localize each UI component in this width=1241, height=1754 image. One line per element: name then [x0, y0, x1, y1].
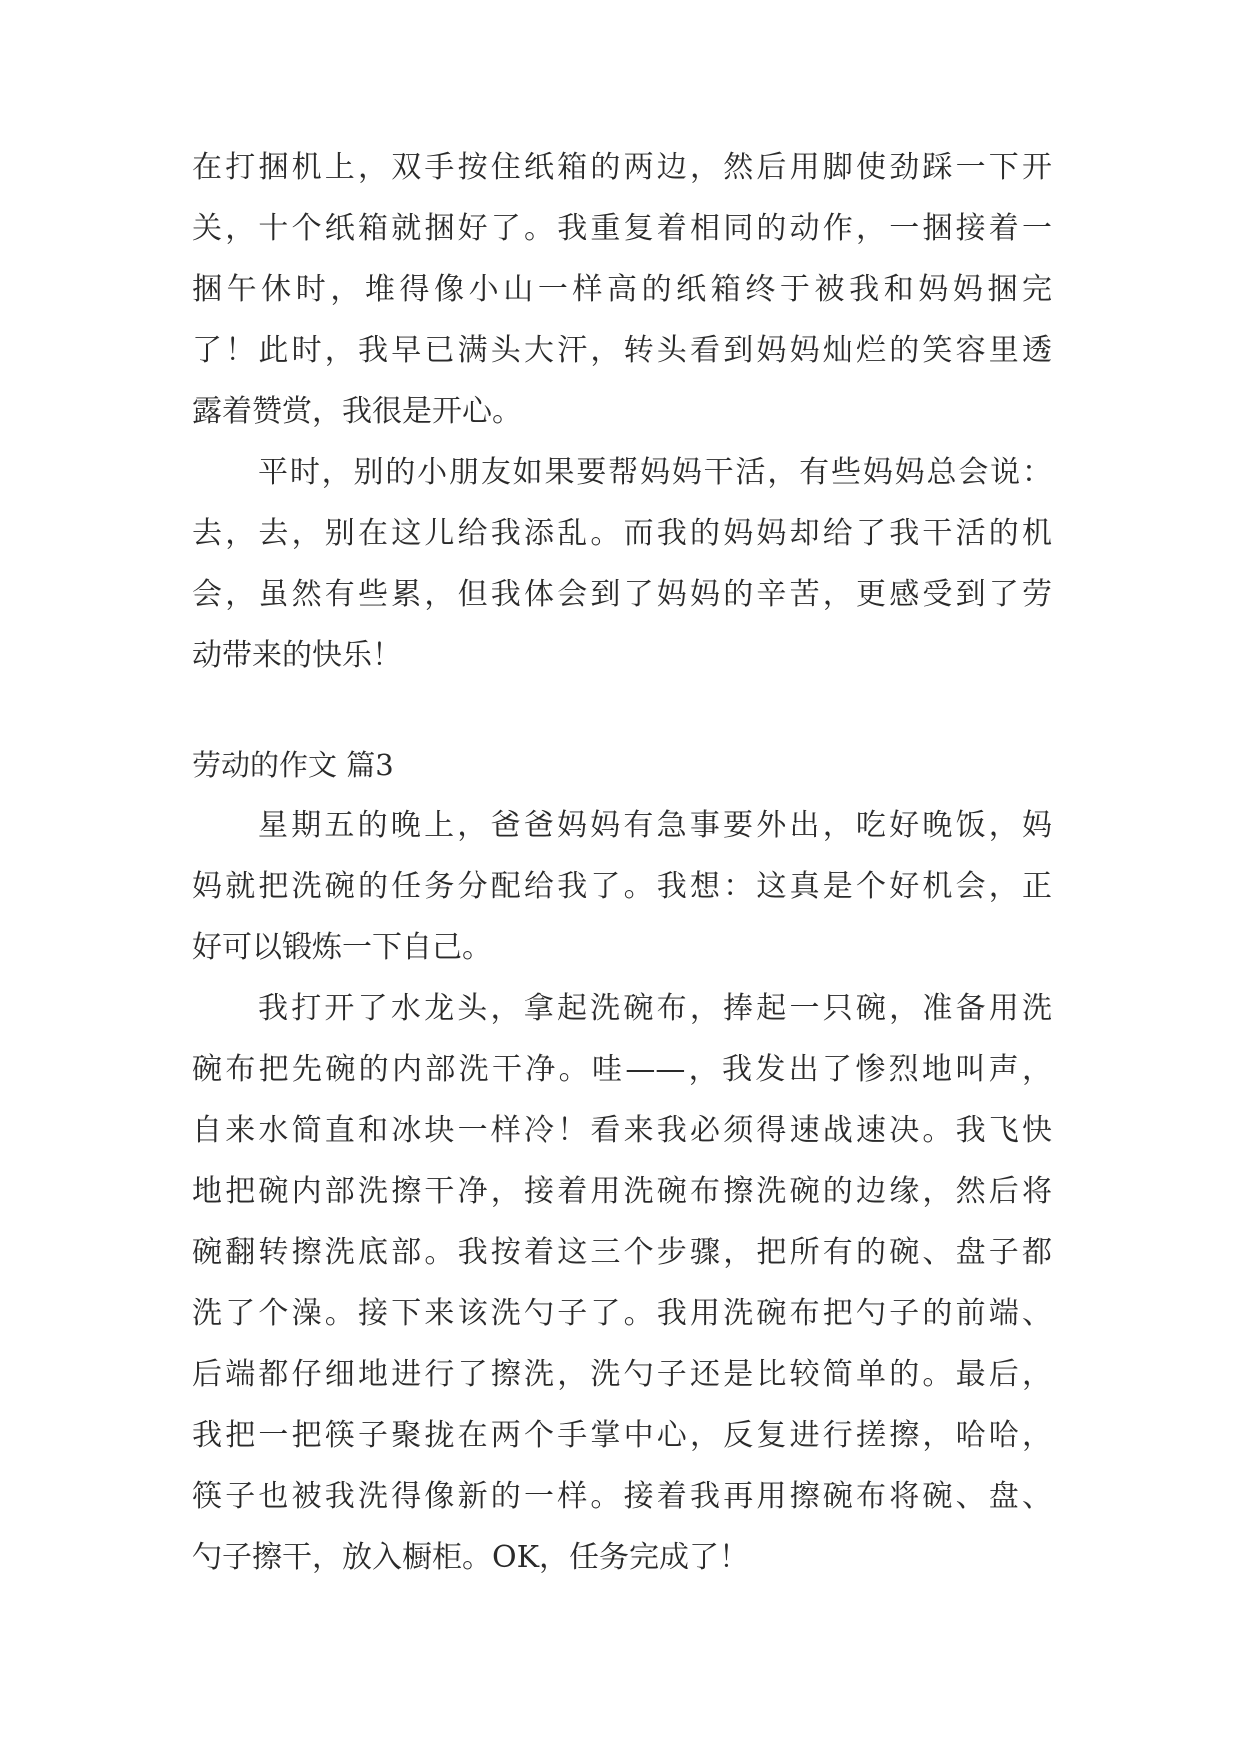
paragraph-line: 星期五的晚上，爸爸妈妈有急事要外出，吃好晚饭，妈 — [258, 808, 1052, 843]
paragraph-line: 动带来的快乐！ — [192, 638, 402, 673]
paragraph-line: 后端都仔细地进行了擦洗，洗勺子还是比较简单的。最后， — [192, 1357, 1052, 1392]
paragraph-line: 平时，别的小朋友如果要帮妈妈干活，有些妈妈总会说： — [258, 455, 1052, 490]
paragraph-line: 勺子擦干，放入橱柜。OK，任务完成了！ — [192, 1540, 750, 1575]
paragraph-line: 我把一把筷子聚拢在两个手掌中心，反复进行搓擦，哈哈， — [192, 1418, 1052, 1453]
paragraph-line: 碗翻转擦洗底部。我按着这三个步骤，把所有的碗、盘子都 — [192, 1235, 1052, 1270]
paragraph-line: 关，十个纸箱就捆好了。我重复着相同的动作，一捆接着一 — [192, 211, 1052, 246]
paragraph-line: 了！此时，我早已满头大汗，转头看到妈妈灿烂的笑容里透 — [192, 333, 1052, 368]
section-heading: 劳动的作文 篇3 — [192, 748, 394, 782]
paragraph-line: 妈就把洗碗的任务分配给我了。我想：这真是个好机会，正 — [192, 869, 1052, 904]
paragraph-line: 会，虽然有些累，但我体会到了妈妈的辛苦，更感受到了劳 — [192, 577, 1052, 612]
paragraph-line: 去，去，别在这儿给我添乱。而我的妈妈却给了我干活的机 — [192, 516, 1052, 551]
paragraph-line: 捆午休时，堆得像小山一样高的纸箱终于被我和妈妈捆完 — [192, 272, 1052, 307]
paragraph-line: 地把碗内部洗擦干净，接着用洗碗布擦洗碗的边缘，然后将 — [192, 1174, 1052, 1209]
paragraph-line: 碗布把先碗的内部洗干净。哇——，我发出了惨烈地叫声， — [192, 1052, 1052, 1087]
paragraph-line: 自来水简直和冰块一样冷！看来我必须得速战速决。我飞快 — [192, 1113, 1052, 1148]
paragraph-line: 筷子也被我洗得像新的一样。接着我再用擦碗布将碗、盘、 — [192, 1479, 1052, 1514]
paragraph-line: 在打捆机上，双手按住纸箱的两边，然后用脚使劲踩一下开 — [192, 150, 1052, 185]
paragraph-line: 好可以锻炼一下自己。 — [192, 930, 492, 965]
paragraph-line: 露着赞赏，我很是开心。 — [192, 394, 522, 429]
paragraph-line: 我打开了水龙头，拿起洗碗布，捧起一只碗，准备用洗 — [258, 991, 1052, 1026]
paragraph-line: 洗了个澡。接下来该洗勺子了。我用洗碗布把勺子的前端、 — [192, 1296, 1052, 1331]
